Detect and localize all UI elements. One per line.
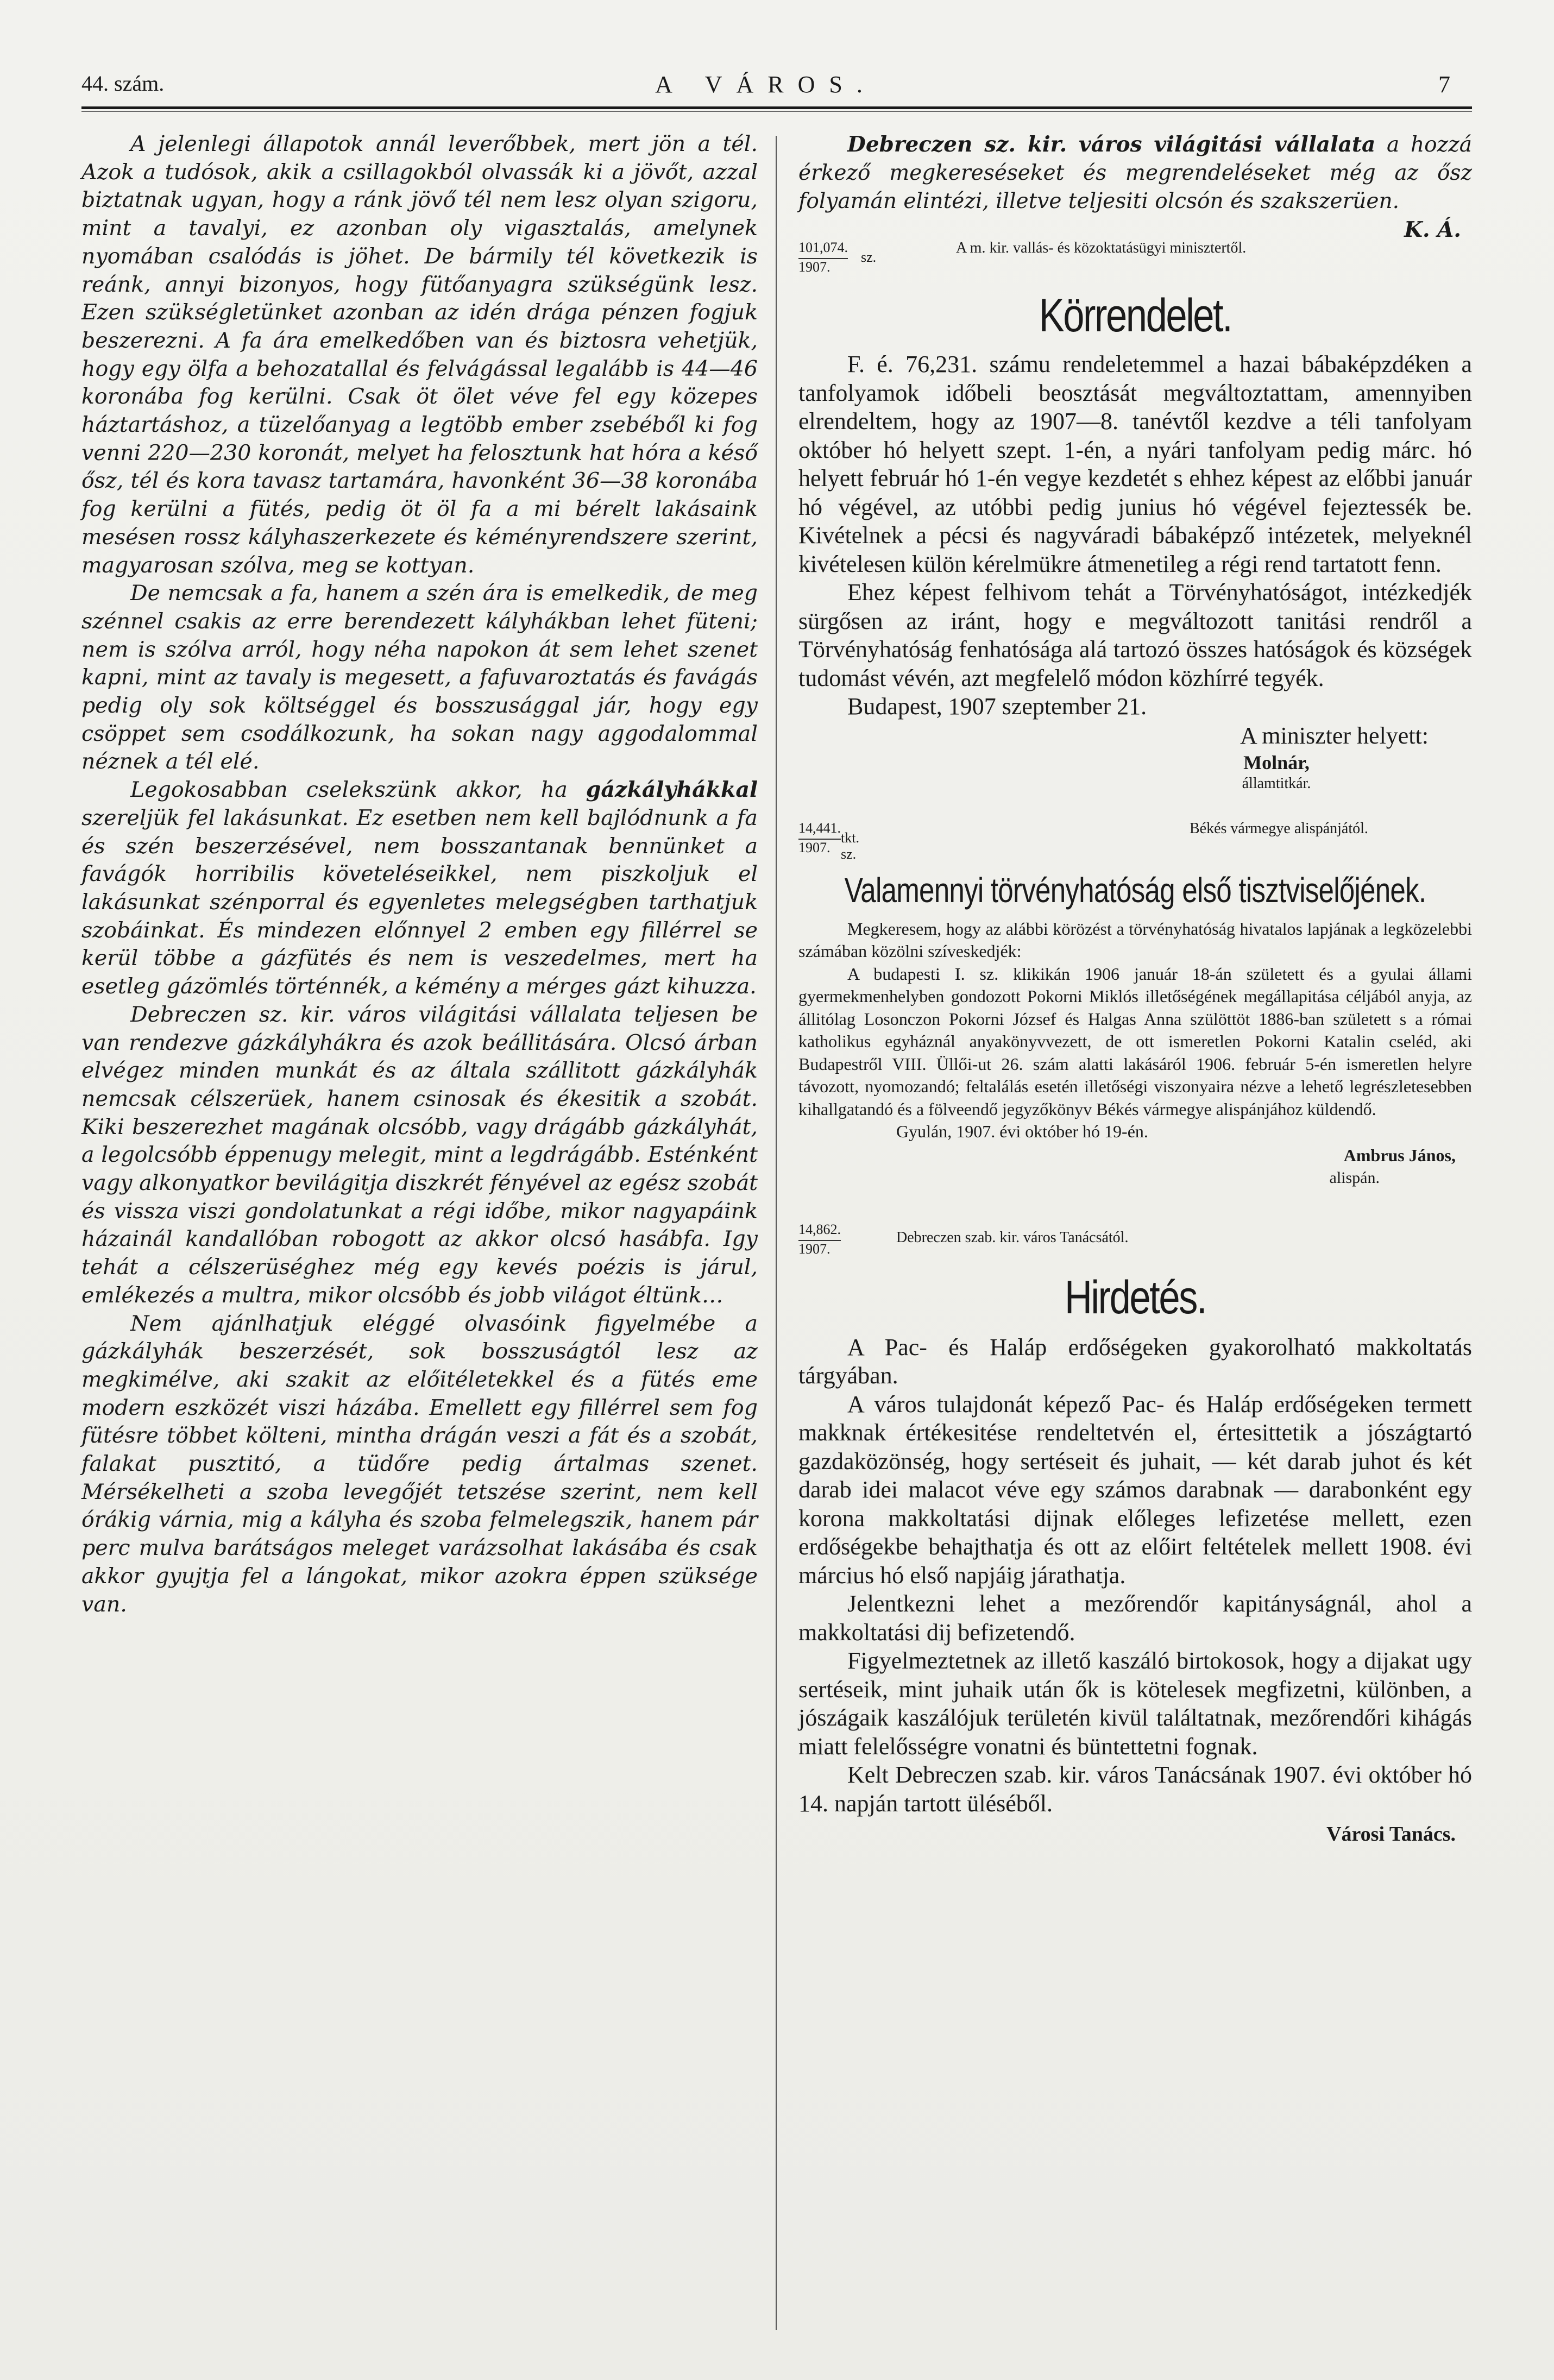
- reference-number: 101,074.: [798, 240, 848, 259]
- decree-paragraph: A budapesti I. sz. klikikán 1906 január 18-án született és a gyulai állami gyermekmenhelyben gondozott Pokorni Miklós illetőségének megállapitása céljából anyja, az állitólag Losonczon Pokorni József és Halgas Anna szülöttöt 1886-ban született s a római katholikus egyháznál anyakönyvvezett, de ott ismeretlen Pokorni Katalin cseléd, aki Budapestről VIII. Üllői-ut 26. szám alatti lakásáról 1906. február 5-én ismeretlen helyre távozott, nyomozandó; feltalálás esetén illetőségi viszonyaira nézve a lehető legrészletesebben kihallgatandó és a fölveendő jegyzőkönyv Békés vármegye alispánjához küldendő.: [798, 964, 1472, 1119]
- decree-paragraph: Kelt Debreczen szab. kir. város Tanácsának 1907. évi október hó 14. napján tartott üléséből.: [798, 1761, 1472, 1817]
- decree-source: Békés vármegye alispánjától.: [1190, 820, 1368, 837]
- decree-title: Hirdetés.: [1064, 1271, 1206, 1324]
- reference-number: 14,862.: [798, 1222, 841, 1241]
- article-paragraph: A jelenlegi állapotok annál leverőbbek, mert jön a tél. Azok a tudósok, akik a csillagokból olvassák ki a jövőt, azzal biztatnak ugyan, hogy a ránk jövő tél nem lesz olyan szigoru, mint a tavalyi, ez azonban oly vigasztalás, amelynek nyomában csalódás is jöhet. De bármily tél következik is reánk, annyi bizonyos, hogy fütőanyagra szükségünk lesz. Ezen szükségletünket azonban az idén drága pénzen fogjuk beszerezni. A fa ára emelkedőben van és biztosra vehetjük, hogy egy ölfa a behozatallal és felvágással legalább is 44—46 koronába fog kerülni. Csak öt ölet véve fel egy közepes háztartáshoz, a tüzelőanyag a legtöbb ember zsebéből ki fog venni 220—230 koronát, melyet ha felosztunk hat hóra a késő ősz, tél és kora tavasz tartamára, havonként 36—38 koronába fog kerülni a fütés, pedig öt öl fa a mi bérelt lakásaink mesésen rossz kályhaszerkezete és kéményrendszere szerint, magyarosan szólva, meg se kottyan.: [81, 131, 758, 578]
- article-paragraph: Debreczen sz. kir. város világitási vállalata teljesen be van rendezve gázkályhákra és azok beállitására. Olcsó árban elvégez minden munkát és az általa szállitott gázkályhák nemcsak célszerüek, hanem csinosak és ékesitik a szobát. Kiki beszerezhet magának olcsóbb, vagy drágább gázkályhát, a legolcsóbb éppenugy melegit, mint a legdrágább. Esténként vagy alkonyatkor bevilágitja diszkrét fényével az egész szobát és vissza viszi gondolatunkat a régi időbe, mikor nagyapáink házainál kandallóban robogott az akkor olcsó hasábfa. Igy tehát a célszerüséghez még egy kevés poézis is járul, emlékezés a multra, mikor olcsóbb és jobb világot éltünk…: [81, 1002, 758, 1308]
- header-rule-thin: [81, 111, 1472, 112]
- page-number: 7: [1438, 71, 1450, 98]
- reference-number: 14,441.: [798, 820, 841, 840]
- decree-reference: [798, 1222, 1472, 1270]
- decree-source: A m. kir. vallás- és közoktatásügyi minisztertől.: [956, 240, 1247, 256]
- reference-year: 1907.: [798, 259, 831, 275]
- intro-signature: K. Á.: [1404, 217, 1461, 242]
- decree-paragraph: F. é. 76,231. számu rendeletemmel a hazai bábaképzdéken a tanfolyamok időbeli beosztását megváltoztattam, amennyiben elrendeltem, hogy az 1907—8. tanévtől kezdve a téli tanfolyam október hó helyett szept. 1-én, a nyári tanfolyam pedig márc. hó helyett február hó 1-én vegye kezdetét s ehhez képest az előbbi január hó végével, az utóbbi pedig junius hó végével fejeztessék be. Kivételnek a pécsi és nagyváradi bábaképző intézetek, melyeknél kivételesen külön kérelmükre átmenetileg a régi rend tartatott fenn.: [798, 351, 1472, 577]
- column-divider: [776, 136, 777, 2330]
- decree-title: Valamennyi törvényhatóság első tisztviselőjének.: [844, 870, 1426, 910]
- decree-paragraph: Jelentkezni lehet a mezőrendőr kapitányságnál, ahol a makkoltatási dij befizetendő.: [798, 1590, 1472, 1646]
- decree-title: Körrendelet.: [1039, 289, 1232, 342]
- decree-date: Budapest, 1907 szeptember 21.: [847, 693, 1147, 720]
- header-rule: [81, 106, 1472, 109]
- article-paragraph: Legokosabban cselekszünk akkor, ha gázkályhákkal szereljük fel lakásunkat. Ez esetben nem kell bajlódnunk a fa és szén beszerzésével, nem bosszantanak bennünket a favágók horribilis követeléseikkel, nem piszkoljuk el lakásunkat szénporral és egyenletes melegségben tarthatjuk szobáinkat. És mindezen előnnyel 2 emben egy fillérrel se kerül többe a gázfütés és nem is veszedelmes, mert ha esetleg gázömlés történnék, a kémény a mérges gázt kihuzza.: [81, 777, 758, 999]
- decree-source: Debreczen szab. kir. város Tanácsától.: [896, 1229, 1129, 1246]
- decree-date: Gyulán, 1907. évi október hó 19-én.: [896, 1122, 1148, 1141]
- decree-signer-title: alispán.: [1329, 1168, 1380, 1187]
- article-paragraph: Nem ajánlhatjuk eléggé olvasóink figyelmébe a gázkályhák beszerzését, sok bosszuságtól lesz az megkimélve, aki szakit az előitéletekkel és a fütés eme modern eszközét viszi házába. Emellett egy fillérrel sem fog fütésre többet költeni, mintha drágán veszi a fát és a szobát, falakat pusztitó, a tüdőre pedig ártalmas szenet. Mérsékelheti a szoba levegőjét tetszése szerint, nem kell órákig várnia, mig a kályha és szoba felmelegszik, hanem pár perc mulva barátságos meleget varázsolhat lakásába és csak akkor gyujtja fel a lángokat, mikor azokra éppen szüksége van.: [81, 1311, 758, 1617]
- reference-year: 1907.: [798, 839, 831, 855]
- decree-signer: Ambrus János,: [1343, 1145, 1456, 1165]
- article-paragraph: De nemcsak a fa, hanem a szén ára is emelkedik, de meg szénnel csakis az erre berendezett kályhákban lehet füteni; nem is szólva arról, hogy néha napokon át sem lehet szenet kapni, mint az tavaly is megesett, a fafuvaroztatás és favágás pedig oly sok költséggel és bosszusággal jár, hogy egy csöppet sem csodálkozunk, ha sokan nagy aggodalommal néznek a tél elé.: [81, 581, 758, 775]
- page-header: [81, 71, 1450, 103]
- intro-paragraph: Debreczen sz. kir. város világitási vállalata a hozzá érkező megkereséseket és megrendeléseket még az ősz folyamán elintézi, illetve teljesiti olcsón és szakszerüen. K. Á.: [798, 130, 1472, 216]
- newspaper-title: A VÁROS.: [655, 71, 877, 98]
- right-column: [798, 130, 1472, 1850]
- issue-number: 44. szám.: [81, 71, 165, 96]
- decree-paragraph: A város tulajdonát képező Pac- és Haláp erdőségeken termett makknak értékesitése rendeltetvén el, értesittetik a jószágtartó gazdaközönség, hogy sertéseit és juhait, — két darab juhot és két darab idei malacot véve egy számos darabnak — darabonként egy korona makkoltatási dijnak előleges lefizetése mellett, ezen erdőségekbe behajthatja és ott az előirt feltételek mellett 1908. évi március hó első napjáig járathatja.: [798, 1390, 1472, 1589]
- decree-paragraph: Megkeresem, hogy az alábbi körözést a törvényhatóság hivatalos lapjának a legközelebbi számában közölni szíveskedjék:: [798, 918, 1472, 961]
- decree-paragraph: A Pac- és Haláp erdőségeken gyakorolható makkoltatás tárgyában.: [798, 1333, 1472, 1389]
- decree-paragraph: Figyelmeztetnek az illető kaszáló birtokosok, hogy a dijakat ugy sertéseik, mint juhaik után ők is kötelesek megfizetni, különben, a jószágaik kaszálójuk területén kivül találtatnak, mezőrendőri kihágás miatt felelősségre vonatni és büntettetni fognak.: [798, 1647, 1472, 1760]
- decree-signer-title: államtitkár.: [1242, 775, 1311, 792]
- decree-signer: Városi Tanács.: [1326, 1823, 1456, 1846]
- decree-paragraph: Ehez képest felhivom tehát a Törvényhatóságot, intézkedjék sürgősen az iránt, hogy e megváltozott tanitási rendről a Törvényhatóság fenhatósága alá tartozó összes hatóságok és községek tudomást vévén, azt megfelelő módon közhírré tegyék.: [798, 579, 1472, 691]
- decree-signature-line: A miniszter helyett:: [1240, 722, 1429, 749]
- reference-year: 1907.: [798, 1241, 831, 1257]
- decree-reference: 101,074. 1907. sz. A m. kir. vallás- és közoktatásügyi minisztertől.: [798, 240, 1247, 275]
- decree-signer: Molnár,: [1243, 751, 1310, 773]
- left-column: [81, 130, 758, 1619]
- decree-reference: 14,441. 1907. tkt. sz. Békés vármegye alispánjától.: [798, 820, 1368, 862]
- gazkalyha-emphasis: gázkályhákkal: [586, 777, 758, 803]
